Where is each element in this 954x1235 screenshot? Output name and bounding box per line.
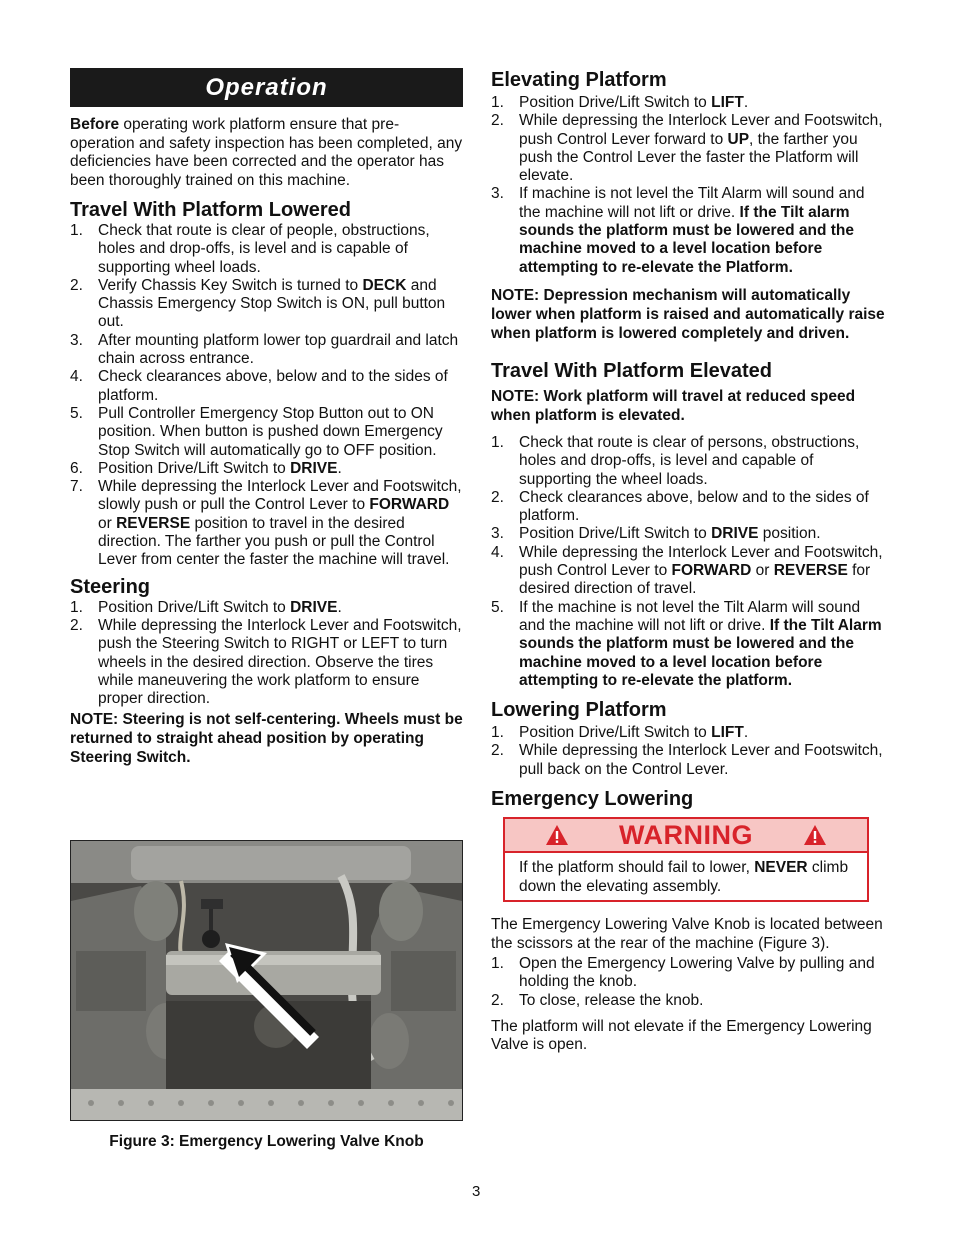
- list-item: [491, 599, 886, 690]
- list-text: .: [337, 459, 342, 477]
- list-number: 2.: [491, 112, 504, 130]
- list-text: .: [743, 724, 749, 742]
- list-item: [491, 185, 886, 276]
- list-number: 1.: [491, 724, 504, 742]
- list-item: [491, 544, 886, 599]
- list-text: Position Drive/Lift Switch to: [98, 459, 291, 477]
- list-text: After mounting platform lower top guardrail and latch chain across entrance.: [98, 331, 459, 368]
- valve-knob-illustration: [71, 841, 462, 1120]
- list-item: [491, 992, 886, 1010]
- list-number: 1.: [491, 955, 504, 973]
- list-text: position to travel in the desired direction. The farther you push or pull the Control Lever from center the faster the machine will travel.: [98, 514, 450, 569]
- list-text-bold: If the Tilt Alarm sounds the platform must be lowered and the machine moved to a level location before attempting to re-elevate the platform.: [519, 616, 882, 689]
- list-item: [491, 489, 886, 526]
- emergency-list: [491, 955, 886, 1010]
- travel-lowered-list: [70, 222, 463, 570]
- section-banner: Operation: [70, 68, 463, 107]
- list-text: , the farther you push the Control Lever the faster the Platform will elevate.: [519, 130, 859, 185]
- list-text-bold: DRIVE: [290, 598, 338, 616]
- travel-elevated-list: [491, 434, 886, 690]
- list-text: To close, release the knob.: [519, 991, 704, 1009]
- list-text: .: [743, 94, 749, 111]
- warning-box: [503, 817, 869, 902]
- emergency-paragraph: The Emergency Lowering Valve Knob is located between the scissors at the rear of the machine (Figure 3).: [491, 916, 883, 952]
- list-text: Pull Controller Emergency Stop Button out to ON position. When button is pushed down Emergency Stop Switch will automatically go to OFF position.: [98, 404, 443, 459]
- warning-text-bold: NEVER: [754, 859, 808, 877]
- list-text: Verify Chassis Key Switch is turned to: [98, 276, 363, 294]
- list-text: Check that route is clear of people, obstructions, holes and drop-offs, is level and is capable of supporting wheel loads.: [98, 222, 430, 276]
- warning-text-part: climb down the elevating assembly.: [519, 859, 849, 896]
- list-number: 4.: [491, 543, 504, 561]
- list-text: If machine is not level the Tilt Alarm will sound and the machine will not lift or drive.: [519, 185, 865, 221]
- list-number: 1.: [70, 222, 83, 239]
- list-text-bold: DRIVE: [290, 459, 338, 477]
- list-text-bold: If the Tilt alarm sounds the platform must be lowered and the machine moved to a level location before attempting to re-elevate the Platform.: [519, 203, 855, 276]
- steering-heading: Steering: [70, 575, 151, 598]
- warning-triangle-icon: [803, 824, 827, 846]
- list-item: [70, 617, 463, 708]
- list-number: 5.: [491, 598, 504, 616]
- list-number: 5.: [70, 404, 83, 422]
- list-number: 3.: [491, 185, 504, 203]
- list-text-bold: DRIVE: [711, 525, 759, 543]
- intro-rest: operating work platform ensure that pre-operation and safety inspection has been completed, any deficiencies have been corrected and the operator has been thoroughly trained on this machine.: [70, 116, 463, 189]
- lowering-list: [491, 724, 886, 779]
- right-column: [491, 68, 886, 1055]
- list-number: 7.: [70, 478, 83, 496]
- lowering-heading: Lowering Platform: [491, 699, 667, 722]
- warning-label: WARNING: [619, 819, 753, 850]
- list-number: 1.: [491, 94, 504, 111]
- list-text-bold: DECK: [362, 276, 407, 294]
- list-item: [491, 525, 886, 543]
- warning-header: [505, 819, 867, 853]
- list-text-bold: UP: [727, 130, 750, 148]
- figure-photo: [70, 840, 463, 1121]
- list-text: If the machine is not level the Tilt Alarm will sound and the machine will not lift or drive.: [519, 598, 861, 634]
- list-text: While depressing the Interlock Lever and Footswitch, push the Steering Switch to RIGHT or LEFT to turn wheels in the desired direction. Observe the tires while maneuvering the work platform to ensure proper direction.: [98, 616, 462, 708]
- list-text: Open the Emergency Lowering Valve by pulling and holding the knob.: [519, 955, 875, 991]
- intro-bold: Before: [70, 116, 120, 133]
- steering-note: NOTE: Steering is not self-centering. Wheels must be returned to straight ahead position by operating Steering Switch.: [70, 711, 463, 767]
- list-text: Position Drive/Lift Switch to: [519, 525, 712, 543]
- list-text: and Chassis Emergency Stop Switch is ON, pull button out.: [98, 276, 446, 331]
- list-text: Check clearances above, below and to the sides of platform.: [98, 368, 448, 404]
- list-text: or: [751, 562, 774, 580]
- list-text: While depressing the Interlock Lever and Footswitch, push Control Lever to: [519, 543, 883, 580]
- list-text: Position Drive/Lift Switch to: [98, 598, 291, 616]
- travel-elevated-heading: Travel With Platform Elevated: [491, 359, 773, 382]
- list-item: [70, 222, 463, 277]
- list-item: [491, 112, 886, 185]
- list-item: [70, 478, 463, 569]
- list-number: 1.: [70, 598, 83, 616]
- list-item: [70, 277, 463, 332]
- list-text: While depressing the Interlock Lever and Footswitch, push Control Lever forward to: [519, 112, 883, 148]
- list-item: [491, 955, 886, 992]
- list-item: [70, 368, 463, 405]
- warning-triangle-icon: [545, 824, 569, 846]
- list-text: position.: [758, 525, 821, 543]
- list-text-bold: FORWARD: [671, 562, 752, 580]
- list-text-bold: LIFT: [711, 724, 744, 742]
- list-text: or: [98, 514, 117, 532]
- list-item: [70, 405, 463, 460]
- list-item: [70, 599, 463, 617]
- list-number: 2.: [70, 616, 83, 634]
- list-item: [70, 460, 463, 478]
- list-number: 2.: [491, 488, 504, 506]
- list-number: 6.: [70, 459, 83, 477]
- list-text: Position Drive/Lift Switch to: [519, 724, 712, 742]
- list-text: While depressing the Interlock Lever and Footswitch, pull back on the Control Lever.: [519, 742, 883, 778]
- list-text-bold: REVERSE: [773, 562, 848, 580]
- list-number: 2.: [491, 742, 504, 760]
- list-number: 3.: [70, 331, 83, 349]
- travel-lowered-heading: Travel With Platform Lowered: [70, 199, 351, 221]
- page-number-text: 3: [472, 1183, 481, 1200]
- list-text-bold: FORWARD: [369, 496, 450, 514]
- list-item: [70, 332, 463, 369]
- list-item: [491, 724, 886, 742]
- list-number: 2.: [70, 276, 83, 294]
- list-text: .: [337, 598, 342, 616]
- list-text: Check clearances above, below and to the sides of platform.: [519, 488, 869, 525]
- list-number: 4.: [70, 368, 83, 386]
- list-number: 3.: [491, 525, 504, 543]
- list-text: Check that route is clear of persons, obstructions, holes and drop-offs, is level and capable of supporting the wheel loads.: [519, 433, 860, 488]
- list-number: 1.: [491, 433, 504, 451]
- list-text: Position Drive/Lift Switch to: [519, 94, 712, 111]
- intro-paragraph: [70, 116, 463, 190]
- list-text: for desired direction of travel.: [519, 562, 871, 598]
- figure-caption: Figure 3: Emergency Lowering Valve Knob: [109, 1133, 424, 1150]
- elevating-list: [491, 94, 886, 277]
- left-column: [70, 68, 463, 767]
- elevating-heading: Elevating Platform: [491, 69, 667, 91]
- elevating-note: NOTE: Depression mechanism will automatically lower when platform is raised and automatically raise when platform is lowered completely and driven.: [491, 286, 885, 342]
- warning-text-part: If the platform should fail to lower,: [519, 859, 755, 877]
- emergency-heading: Emergency Lowering: [491, 788, 694, 811]
- list-text-bold: LIFT: [711, 94, 744, 111]
- travel-elevated-note: NOTE: Work platform will travel at reduced speed when platform is elevated.: [491, 387, 856, 424]
- list-item: [491, 94, 886, 112]
- list-item: [491, 434, 886, 489]
- list-item: [491, 742, 886, 779]
- list-text-bold: REVERSE: [116, 514, 191, 532]
- warning-text: [505, 853, 867, 900]
- list-number: 2.: [491, 991, 504, 1009]
- steering-list: [70, 599, 463, 709]
- list-text: While depressing the Interlock Lever and Footswitch, slowly push or pull the Control Lever to: [98, 478, 462, 514]
- emergency-closing: The platform will not elevate if the Emergency Lowering Valve is open.: [491, 1017, 872, 1054]
